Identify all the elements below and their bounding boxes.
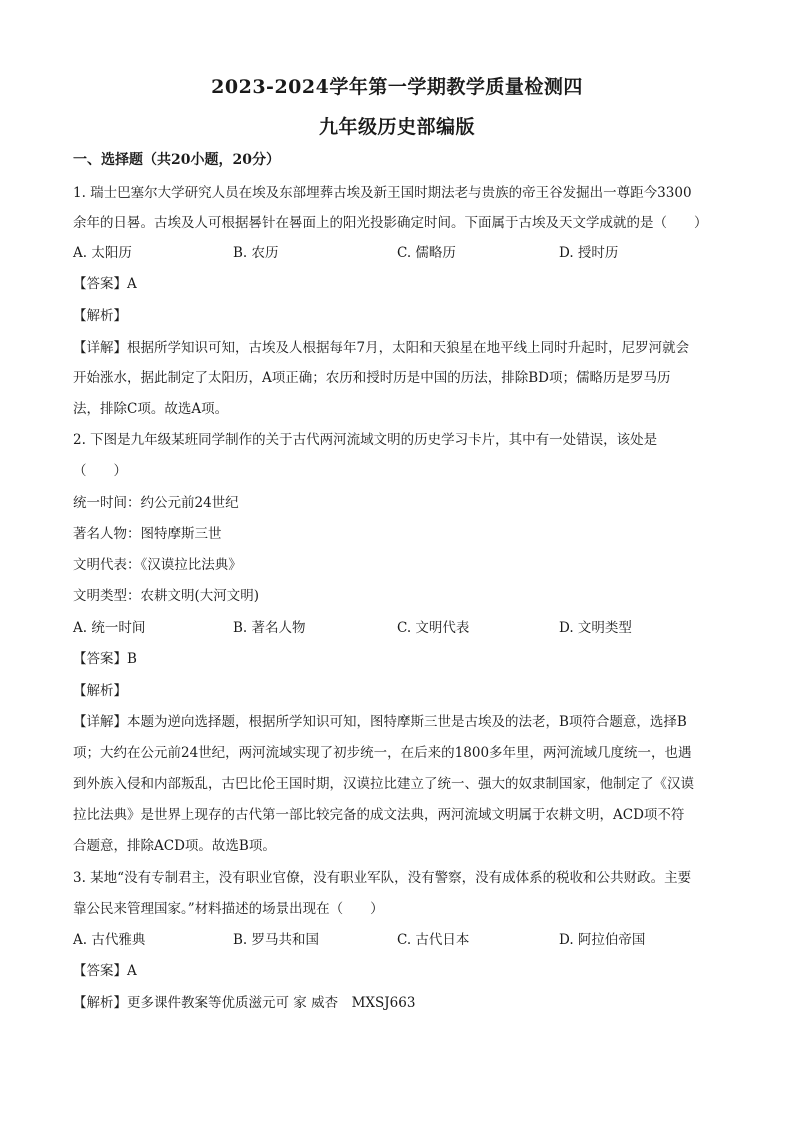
- q3-option-c: C. 古代日本: [397, 932, 470, 948]
- q1-analysis: 【解析】: [73, 308, 127, 324]
- q2-detail-line4: 拉比法典》是世界上现存的古代第一部比较完备的成文法典，两河流域文明属于农耕文明，ACD项不符: [73, 807, 685, 823]
- document-subtitle: 九年级历史部编版: [318, 116, 475, 138]
- q2-analysis: 【解析】: [73, 683, 127, 699]
- q2-option-d: D. 文明类型: [559, 620, 632, 636]
- q2-card-line3: 文明代表：《汉谟拉比法典》: [73, 557, 242, 573]
- q2-card-line2: 著名人物：图特摩斯三世: [73, 526, 222, 542]
- q2-detail-line3: 到外族入侵和内部叛乱，古巴比伦王国时期，汉谟拉比建立了统一、强大的奴隶制国家，他制定了《汉谟: [73, 776, 694, 792]
- q2-card-line4: 文明类型：农耕文明(大河文明): [73, 588, 260, 604]
- q1-detail-line3: 法，排除C项。故选A项。: [73, 401, 229, 417]
- document-title: 2023-2024学年第一学期教学质量检测四: [211, 76, 583, 98]
- q2-stem-line1: 2. 下图是九年级某班同学制作的关于古代两河流域文明的历史学习卡片，其中有一处错误，该处是: [73, 432, 658, 448]
- q1-answer: 【答案】A: [73, 276, 137, 292]
- q2-card-line1: 统一时间：约公元前24世纪: [73, 495, 239, 511]
- q2-answer: 【答案】B: [73, 651, 137, 667]
- q3-answer: 【答案】A: [73, 963, 137, 979]
- q3-option-a: A. 古代雅典: [73, 932, 146, 948]
- q2-option-c: C. 文明代表: [397, 620, 470, 636]
- q1-option-c: C. 儒略历: [397, 245, 456, 261]
- q3-option-b: B. 罗马共和国: [233, 932, 320, 948]
- q3-stem-line2: 靠公民来管理国家。”材料描述的场景出现在（ ）: [73, 901, 384, 917]
- q2-detail-line5: 合题意，排除ACD项。故选B项。: [73, 838, 276, 854]
- q1-stem-line1: 1. 瑞士巴塞尔大学研究人员在埃及东部埋葬古埃及新王国时期法老与贵族的帝王谷发掘出一尊距今3300: [73, 185, 692, 201]
- q2-option-b: B. 著名人物: [233, 620, 306, 636]
- q3-option-d: D. 阿拉伯帝国: [559, 932, 646, 948]
- q1-option-d: D. 授时历: [559, 245, 619, 261]
- section-heading: 一、选择题（共20小题，20分）: [73, 152, 280, 168]
- q1-option-a: A. 太阳历: [73, 245, 132, 261]
- q2-detail-line2: 项；大约在公元前24世纪，两河流域实现了初步统一，在后来的1800多年里，两河流域几度统一，也遇: [73, 745, 692, 761]
- q3-analysis: 【解析】更多课件教案等优质滋元可 家 威杏 MXSJ663: [73, 995, 416, 1011]
- q1-detail-line2: 开始涨水，据此制定了太阳历，A项正确；农历和授时历是中国的历法，排除BD项；儒略历是罗马历: [73, 370, 671, 386]
- q2-stem-line2: （ ）: [73, 463, 127, 479]
- q1-stem-line2: 余年的日晷。古埃及人可根据晷针在晷面上的阳光投影确定时间。下面属于古埃及天文学成就的是（ ）: [73, 215, 708, 231]
- q1-option-b: B. 农历: [233, 245, 279, 261]
- q2-option-a: A. 统一时间: [73, 620, 146, 636]
- q3-stem-line1: 3. 某地“没有专制君主，没有职业官僚，没有职业军队，没有警察，没有成体系的税收和公共财政。主要: [73, 870, 692, 886]
- q2-detail-line1: 【详解】本题为逆向选择题，根据所学知识可知，图特摩斯三世是古埃及的法老，B项符合题意，选择B: [73, 714, 687, 730]
- q1-detail-line1: 【详解】根据所学知识可知，古埃及人根据每年7月，太阳和天狼星在地平线上同时升起时，尼罗河就会: [73, 340, 690, 356]
